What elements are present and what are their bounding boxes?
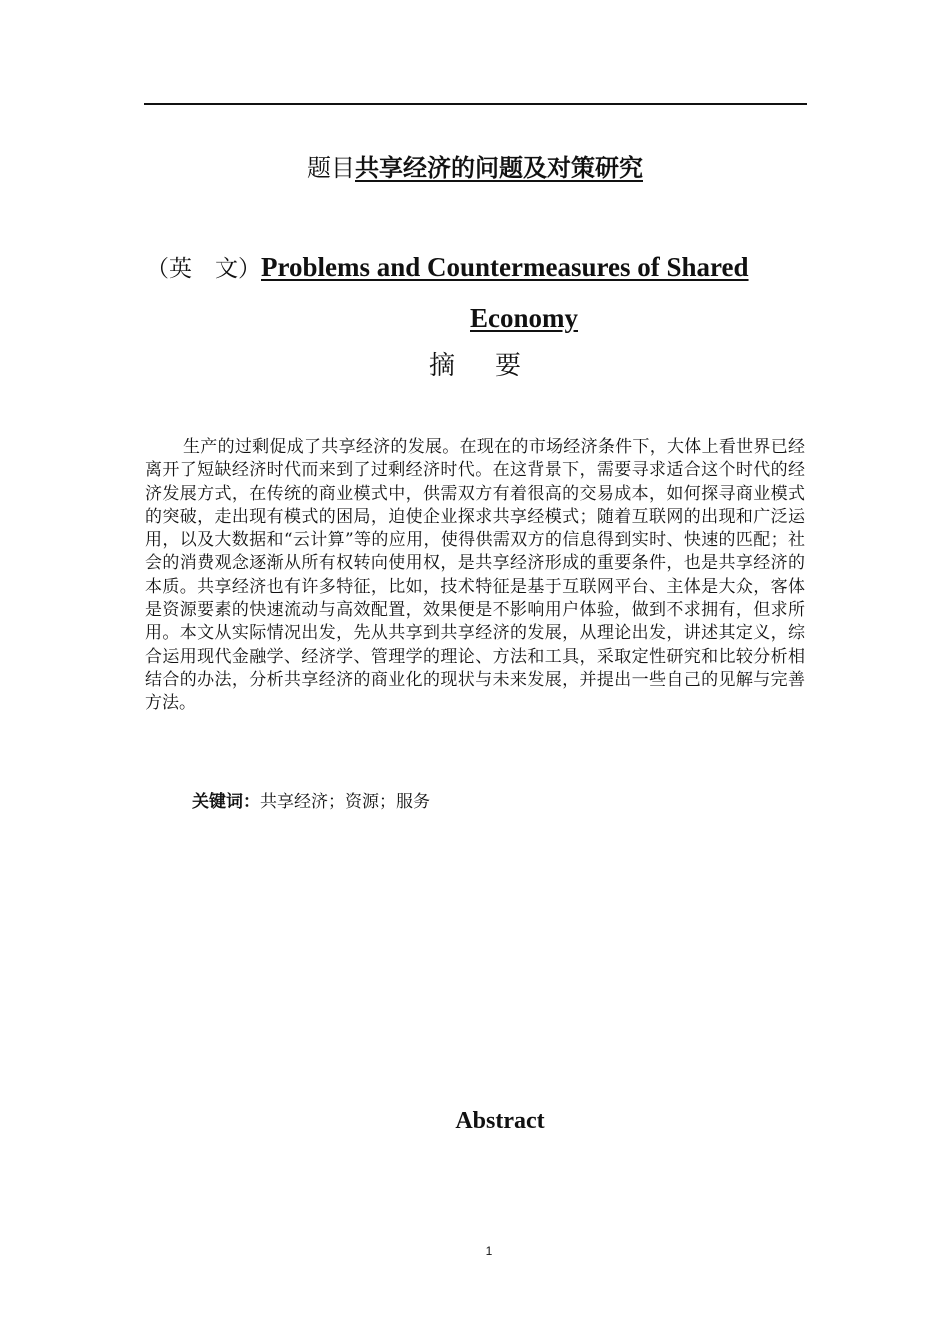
keywords [192, 787, 430, 812]
document-title [0, 148, 950, 183]
header-rule [144, 103, 807, 105]
abstract-cn-heading: 摘要 [428, 351, 561, 381]
english-title-line1: Problems and Countermeasures of Shared [261, 252, 749, 282]
page-number: 1 [485, 1244, 493, 1258]
english-title-label: （英 文） [146, 256, 261, 282]
keywords-value: 共享经济；资源；服务 [260, 792, 430, 812]
abstract-cn-body: 生产的过剩促成了共享经济的发展。在现在的市场经济条件下，大体上看世界已经离开了短缺经济时代而来到了过剩经济时代。在这背景下，需要寻求适合这个时代的经济发展方式，在传统的商业模式中，供需双方有着很高的交易成本，如何探寻商业模式的突破，走出现有模式的困局，迫使企业探求共享经模式；随着互联网的出现和广泛运用，以及大数据和“云计算”等的应用，使得供需双方的信息得到实时、快速的匹配；社会的消费观念逐渐从所有权转向使用权，是共享经济形成的重要条件，也是共享经济的本质。共享经济也有许多特征，比如，技术特征是基于互联网平台、主体是大众，客体是资源要素的快速流动与高效配置，效果便是不影响用户体验，做到不求拥有，但求所用。本文从实际情况出发，先从共享到共享经济的发展，从理论出发，讲述其定义，综合运用现代金融学、经济学、管理学的理论、方法和工具，采取定性研究和比较分析相结合的办法，分析共享经济的商业化的现状与未来发展，并提出一些自己的见解与完善方法。 [145, 437, 805, 714]
english-title-line2: Economy [470, 303, 578, 333]
title-prefix: 题目 [307, 154, 355, 182]
abstract-en-heading: Abstract [455, 1108, 545, 1134]
title-main: 共享经济的问题及对策研究 [355, 154, 643, 182]
english-title [146, 243, 806, 343]
keywords-label: 关键词： [192, 792, 260, 812]
